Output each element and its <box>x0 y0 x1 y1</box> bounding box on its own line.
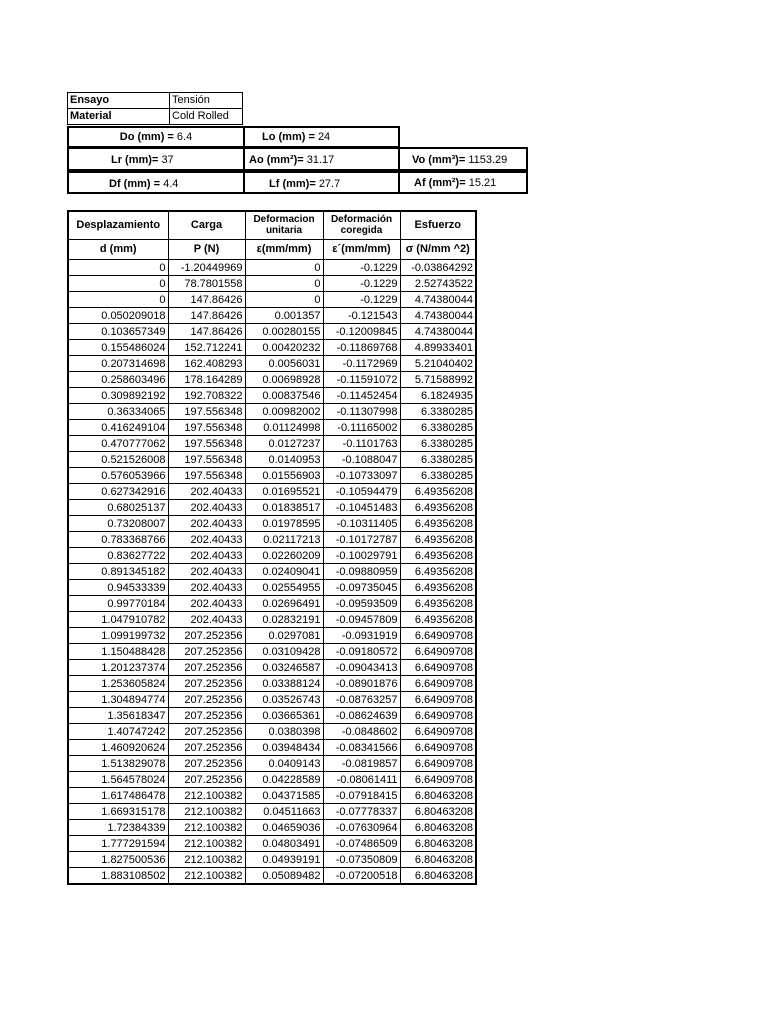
af-value: 15.21 <box>468 177 497 189</box>
cell-deformacion-corregida: -0.08901876 <box>323 676 400 692</box>
cell-desplazamiento: 0.73208007 <box>68 516 168 532</box>
cell-carga: 197.556348 <box>168 420 245 436</box>
cell-deformacion: 0.04803491 <box>245 836 323 852</box>
ao-value: 31.17 <box>306 154 335 166</box>
cell-desplazamiento: 1.047910782 <box>68 612 168 628</box>
cell-deformacion: 0.02554955 <box>245 580 323 596</box>
cell-carga: 152.712241 <box>168 340 245 356</box>
results-table <box>67 210 477 885</box>
table-row <box>68 628 476 644</box>
cell-deformacion-corregida: -0.12009845 <box>323 324 400 340</box>
cell-desplazamiento: 0 <box>68 292 168 308</box>
table-row <box>68 740 476 756</box>
cell-esfuerzo: 5.21040402 <box>400 356 476 372</box>
cell-carga: 147.86426 <box>168 324 245 340</box>
table-row <box>68 820 476 836</box>
unit-desplazamiento: d (mm) <box>68 240 168 260</box>
cell-desplazamiento: 1.099199732 <box>68 628 168 644</box>
cell-deformacion-corregida: -0.09043413 <box>323 660 400 676</box>
lo-label: Lo (mm) = <box>262 131 315 143</box>
cell-deformacion: 0.02409041 <box>245 564 323 580</box>
cell-carga: 202.40433 <box>168 612 245 628</box>
cell-desplazamiento: 0.891345182 <box>68 564 168 580</box>
cell-desplazamiento: 0.783368766 <box>68 532 168 548</box>
cell-esfuerzo: 6.80463208 <box>400 788 476 804</box>
unit-carga: P (N) <box>168 240 245 260</box>
cell-deformacion-corregida: -0.08341566 <box>323 740 400 756</box>
cell-carga: 207.252356 <box>168 756 245 772</box>
cell-desplazamiento: 1.617486478 <box>68 788 168 804</box>
table-row <box>68 724 476 740</box>
cell-deformacion-corregida: -0.08624639 <box>323 708 400 724</box>
cell-esfuerzo: 6.80463208 <box>400 868 476 885</box>
cell-desplazamiento: 1.40747242 <box>68 724 168 740</box>
cell-deformacion-corregida: -0.08763257 <box>323 692 400 708</box>
table-row <box>68 660 476 676</box>
cell-deformacion: 0.0140953 <box>245 452 323 468</box>
cell-esfuerzo: 6.3380285 <box>400 420 476 436</box>
cell-deformacion: 0.02832191 <box>245 612 323 628</box>
cell-esfuerzo: 6.49356208 <box>400 564 476 580</box>
cell-desplazamiento: 1.253605824 <box>68 676 168 692</box>
cell-deformacion: 0.0127237 <box>245 436 323 452</box>
cell-desplazamiento: 0.103657349 <box>68 324 168 340</box>
cell-deformacion-corregida: -0.1229 <box>323 292 400 308</box>
table-row <box>68 580 476 596</box>
cell-carga: 202.40433 <box>168 532 245 548</box>
cell-deformacion-corregida: -0.10451483 <box>323 500 400 516</box>
cell-desplazamiento: 1.777291594 <box>68 836 168 852</box>
cell-deformacion: 0.02117213 <box>245 532 323 548</box>
cell-carga: 207.252356 <box>168 772 245 788</box>
cell-deformacion-corregida: -0.11591072 <box>323 372 400 388</box>
cell-esfuerzo: 6.64909708 <box>400 660 476 676</box>
cell-deformacion-corregida: -0.0819857 <box>323 756 400 772</box>
cell-esfuerzo: 4.74380044 <box>400 292 476 308</box>
material-label: Material <box>67 108 170 125</box>
cell-carga: 212.100382 <box>168 804 245 820</box>
table-row <box>68 260 476 276</box>
cell-esfuerzo: 6.1824935 <box>400 388 476 404</box>
cell-esfuerzo: 6.64909708 <box>400 644 476 660</box>
cell-esfuerzo: 6.64909708 <box>400 676 476 692</box>
cell-deformacion-corregida: -0.11452454 <box>323 388 400 404</box>
table-row <box>68 356 476 372</box>
cell-deformacion: 0.03948434 <box>245 740 323 756</box>
cell-carga: 197.556348 <box>168 436 245 452</box>
vo-value: 1153.29 <box>468 154 508 166</box>
cell-deformacion-corregida: -0.10172787 <box>323 532 400 548</box>
lr-label: Lr (mm)= <box>111 154 159 166</box>
table-row <box>68 788 476 804</box>
cell-esfuerzo: 6.64909708 <box>400 628 476 644</box>
lo-value: 24 <box>317 131 331 143</box>
cell-deformacion-corregida: -0.10594479 <box>323 484 400 500</box>
cell-deformacion-corregida: -0.07918415 <box>323 788 400 804</box>
cell-deformacion: 0.04228589 <box>245 772 323 788</box>
table-row <box>68 852 476 868</box>
cell-desplazamiento: 0.050209018 <box>68 308 168 324</box>
table-row <box>68 436 476 452</box>
cell-esfuerzo: 4.89933401 <box>400 340 476 356</box>
cell-esfuerzo: 5.71588992 <box>400 372 476 388</box>
cell-carga: 207.252356 <box>168 660 245 676</box>
ao-label: Ao (mm²)= <box>249 154 304 166</box>
unit-esfuerzo: σ (N/mm ^2) <box>400 240 476 260</box>
cell-deformacion: 0.01556903 <box>245 468 323 484</box>
cell-desplazamiento: 0.68025137 <box>68 500 168 516</box>
cell-deformacion-corregida: -0.11307998 <box>323 404 400 420</box>
cell-deformacion: 0.05089482 <box>245 868 323 885</box>
cell-desplazamiento: 0.627342916 <box>68 484 168 500</box>
cell-desplazamiento: 0.258603496 <box>68 372 168 388</box>
cell-esfuerzo: 6.49356208 <box>400 580 476 596</box>
cell-carga: 207.252356 <box>168 740 245 756</box>
table-row <box>68 468 476 484</box>
table-row <box>68 772 476 788</box>
cell-deformacion-corregida: -0.08061411 <box>323 772 400 788</box>
cell-deformacion: 0 <box>245 292 323 308</box>
lf-label: Lf (mm)= <box>269 178 316 190</box>
cell-desplazamiento: 1.883108502 <box>68 868 168 885</box>
table-row <box>68 564 476 580</box>
table-row <box>68 804 476 820</box>
table-row <box>68 692 476 708</box>
cell-esfuerzo: 6.80463208 <box>400 820 476 836</box>
col-header-esfuerzo: Esfuerzo <box>400 211 476 240</box>
df-cell <box>67 171 245 194</box>
cell-deformacion: 0.04511663 <box>245 804 323 820</box>
cell-deformacion-corregida: -0.09735045 <box>323 580 400 596</box>
cell-carga: 178.164289 <box>168 372 245 388</box>
cell-deformacion-corregida: -0.09880959 <box>323 564 400 580</box>
cell-esfuerzo: 4.74380044 <box>400 308 476 324</box>
cell-esfuerzo: 6.64909708 <box>400 724 476 740</box>
cell-desplazamiento: 0.94533339 <box>68 580 168 596</box>
cell-carga: 207.252356 <box>168 628 245 644</box>
cell-desplazamiento: 1.460920624 <box>68 740 168 756</box>
cell-esfuerzo: 6.3380285 <box>400 452 476 468</box>
cell-carga: 147.86426 <box>168 292 245 308</box>
table-row <box>68 868 476 885</box>
cell-desplazamiento: 1.564578024 <box>68 772 168 788</box>
cell-desplazamiento: 0.470777062 <box>68 436 168 452</box>
table-row <box>68 452 476 468</box>
af-cell <box>398 171 528 194</box>
ao-cell <box>243 147 400 171</box>
cell-esfuerzo: 6.49356208 <box>400 500 476 516</box>
cell-desplazamiento: 0.99770184 <box>68 596 168 612</box>
table-row <box>68 708 476 724</box>
cell-carga: 192.708322 <box>168 388 245 404</box>
unit-deformacion-corregida: ε´(mm/mm) <box>323 240 400 260</box>
cell-desplazamiento: 1.304894774 <box>68 692 168 708</box>
material-value: Cold Rolled <box>169 108 243 125</box>
cell-deformacion-corregida: -0.07200518 <box>323 868 400 885</box>
cell-carga: 207.252356 <box>168 676 245 692</box>
cell-deformacion: 0.03388124 <box>245 676 323 692</box>
cell-carga: 207.252356 <box>168 644 245 660</box>
cell-carga: 202.40433 <box>168 596 245 612</box>
cell-desplazamiento: 0.576053966 <box>68 468 168 484</box>
vo-label: Vo (mm³)= <box>412 154 466 166</box>
table-row <box>68 500 476 516</box>
cell-esfuerzo: 6.64909708 <box>400 708 476 724</box>
cell-esfuerzo: 6.80463208 <box>400 804 476 820</box>
cell-deformacion-corregida: -0.10029791 <box>323 548 400 564</box>
cell-deformacion: 0.01124998 <box>245 420 323 436</box>
cell-deformacion-corregida: -0.1229 <box>323 276 400 292</box>
cell-carga: 197.556348 <box>168 468 245 484</box>
df-value: 4.4 <box>163 178 179 190</box>
cell-deformacion-corregida: -0.07778337 <box>323 804 400 820</box>
table-row <box>68 532 476 548</box>
cell-carga: 202.40433 <box>168 564 245 580</box>
cell-deformacion: 0.0056031 <box>245 356 323 372</box>
table-row <box>68 340 476 356</box>
cell-deformacion-corregida: -0.1088047 <box>323 452 400 468</box>
cell-carga: -1.20449969 <box>168 260 245 276</box>
cell-deformacion-corregida: -0.07350809 <box>323 852 400 868</box>
col-header-deformacion-corregida: Deformación coregida <box>323 211 400 240</box>
cell-esfuerzo: 6.49356208 <box>400 532 476 548</box>
cell-desplazamiento: 1.150488428 <box>68 644 168 660</box>
cell-deformacion-corregida: -0.121543 <box>323 308 400 324</box>
cell-esfuerzo: -0.03864292 <box>400 260 476 276</box>
cell-deformacion: 0.00280155 <box>245 324 323 340</box>
ensayo-label: Ensayo <box>67 92 170 109</box>
cell-deformacion: 0.01838517 <box>245 500 323 516</box>
cell-esfuerzo: 6.64909708 <box>400 692 476 708</box>
cell-carga: 202.40433 <box>168 500 245 516</box>
cell-deformacion: 0 <box>245 260 323 276</box>
lr-value: 37 <box>161 154 174 166</box>
cell-esfuerzo: 6.49356208 <box>400 484 476 500</box>
cell-deformacion: 0.0297081 <box>245 628 323 644</box>
cell-deformacion-corregida: -0.11869768 <box>323 340 400 356</box>
units-row <box>68 240 476 260</box>
unit-deformacion: ε(mm/mm) <box>245 240 323 260</box>
do-label: Do (mm) = <box>119 131 174 143</box>
cell-deformacion-corregida: -0.0931919 <box>323 628 400 644</box>
table-row <box>68 404 476 420</box>
cell-deformacion-corregida: -0.10733097 <box>323 468 400 484</box>
cell-deformacion: 0.03246587 <box>245 660 323 676</box>
cell-deformacion-corregida: -0.09180572 <box>323 644 400 660</box>
cell-deformacion-corregida: -0.1172969 <box>323 356 400 372</box>
cell-esfuerzo: 6.80463208 <box>400 836 476 852</box>
cell-esfuerzo: 6.49356208 <box>400 548 476 564</box>
df-label: Df (mm) = <box>109 178 161 190</box>
cell-deformacion: 0.04659036 <box>245 820 323 836</box>
cell-esfuerzo: 6.49356208 <box>400 596 476 612</box>
cell-esfuerzo: 2.52743522 <box>400 276 476 292</box>
cell-deformacion: 0.01695521 <box>245 484 323 500</box>
cell-deformacion: 0.001357 <box>245 308 323 324</box>
cell-esfuerzo: 6.3380285 <box>400 436 476 452</box>
cell-deformacion-corregida: -0.11165002 <box>323 420 400 436</box>
col-header-deformacion: Deformacion unitaria <box>245 211 323 240</box>
cell-desplazamiento: 1.513829078 <box>68 756 168 772</box>
cell-carga: 212.100382 <box>168 836 245 852</box>
cell-esfuerzo: 4.74380044 <box>400 324 476 340</box>
table-row <box>68 292 476 308</box>
cell-deformacion-corregida: -0.07630964 <box>323 820 400 836</box>
cell-esfuerzo: 6.64909708 <box>400 756 476 772</box>
col-header-carga: Carga <box>168 211 245 240</box>
lf-cell <box>243 171 400 194</box>
table-row <box>68 836 476 852</box>
table-row <box>68 548 476 564</box>
cell-desplazamiento: 0.155486024 <box>68 340 168 356</box>
cell-deformacion-corregida: -0.09593509 <box>323 596 400 612</box>
cell-carga: 212.100382 <box>168 852 245 868</box>
cell-esfuerzo: 6.64909708 <box>400 740 476 756</box>
cell-deformacion: 0.00837546 <box>245 388 323 404</box>
table-row <box>68 644 476 660</box>
cell-carga: 207.252356 <box>168 724 245 740</box>
vo-cell <box>398 147 528 171</box>
cell-desplazamiento: 0.83627722 <box>68 548 168 564</box>
table-row <box>68 516 476 532</box>
cell-carga: 197.556348 <box>168 404 245 420</box>
cell-desplazamiento: 0.416249104 <box>68 420 168 436</box>
cell-desplazamiento: 0 <box>68 260 168 276</box>
lo-cell <box>243 126 400 148</box>
cell-desplazamiento: 1.35618347 <box>68 708 168 724</box>
cell-carga: 162.408293 <box>168 356 245 372</box>
ensayo-value: Tensión <box>169 92 243 109</box>
cell-carga: 207.252356 <box>168 692 245 708</box>
lf-value: 27.7 <box>318 178 341 190</box>
cell-carga: 202.40433 <box>168 580 245 596</box>
do-value: 6.4 <box>176 131 193 143</box>
cell-esfuerzo: 6.49356208 <box>400 516 476 532</box>
do-cell <box>67 126 245 148</box>
af-label: Af (mm²)= <box>414 177 466 189</box>
cell-carga: 197.556348 <box>168 452 245 468</box>
cell-carga: 212.100382 <box>168 820 245 836</box>
cell-carga: 207.252356 <box>168 708 245 724</box>
cell-carga: 78.7801558 <box>168 276 245 292</box>
cell-deformacion: 0 <box>245 276 323 292</box>
cell-esfuerzo: 6.80463208 <box>400 852 476 868</box>
table-row <box>68 596 476 612</box>
cell-deformacion: 0.03526743 <box>245 692 323 708</box>
cell-deformacion: 0.0380398 <box>245 724 323 740</box>
cell-deformacion: 0.0409143 <box>245 756 323 772</box>
cell-esfuerzo: 6.3380285 <box>400 404 476 420</box>
cell-deformacion-corregida: -0.09457809 <box>323 612 400 628</box>
cell-deformacion: 0.00982002 <box>245 404 323 420</box>
table-row <box>68 276 476 292</box>
table-row <box>68 324 476 340</box>
cell-deformacion: 0.00420232 <box>245 340 323 356</box>
cell-desplazamiento: 0.521526008 <box>68 452 168 468</box>
table-row <box>68 484 476 500</box>
cell-carga: 202.40433 <box>168 484 245 500</box>
cell-carga: 202.40433 <box>168 548 245 564</box>
table-row <box>68 372 476 388</box>
cell-desplazamiento: 1.827500536 <box>68 852 168 868</box>
cell-deformacion: 0.03109428 <box>245 644 323 660</box>
cell-carga: 202.40433 <box>168 516 245 532</box>
cell-deformacion: 0.04371585 <box>245 788 323 804</box>
cell-deformacion-corregida: -0.1101763 <box>323 436 400 452</box>
table-row <box>68 676 476 692</box>
cell-desplazamiento: 0 <box>68 276 168 292</box>
cell-deformacion: 0.00698928 <box>245 372 323 388</box>
cell-desplazamiento: 0.36334065 <box>68 404 168 420</box>
cell-desplazamiento: 1.72384339 <box>68 820 168 836</box>
cell-deformacion-corregida: -0.07486509 <box>323 836 400 852</box>
cell-carga: 212.100382 <box>168 868 245 885</box>
cell-desplazamiento: 1.669315178 <box>68 804 168 820</box>
cell-desplazamiento: 0.309892192 <box>68 388 168 404</box>
cell-esfuerzo: 6.3380285 <box>400 468 476 484</box>
cell-desplazamiento: 1.201237374 <box>68 660 168 676</box>
table-row <box>68 308 476 324</box>
cell-deformacion: 0.02696491 <box>245 596 323 612</box>
header-row <box>68 211 476 240</box>
cell-deformacion: 0.04939191 <box>245 852 323 868</box>
cell-deformacion: 0.01978595 <box>245 516 323 532</box>
cell-deformacion: 0.02260209 <box>245 548 323 564</box>
cell-esfuerzo: 6.64909708 <box>400 772 476 788</box>
cell-carga: 147.86426 <box>168 308 245 324</box>
lr-cell <box>67 147 245 171</box>
table-row <box>68 420 476 436</box>
cell-carga: 212.100382 <box>168 788 245 804</box>
cell-esfuerzo: 6.49356208 <box>400 612 476 628</box>
cell-deformacion: 0.03665361 <box>245 708 323 724</box>
table-row <box>68 388 476 404</box>
cell-deformacion-corregida: -0.10311405 <box>323 516 400 532</box>
table-row <box>68 756 476 772</box>
col-header-desplazamiento: Desplazamiento <box>68 211 168 240</box>
cell-deformacion-corregida: -0.1229 <box>323 260 400 276</box>
cell-desplazamiento: 0.207314698 <box>68 356 168 372</box>
table-row <box>68 612 476 628</box>
cell-deformacion-corregida: -0.0848602 <box>323 724 400 740</box>
